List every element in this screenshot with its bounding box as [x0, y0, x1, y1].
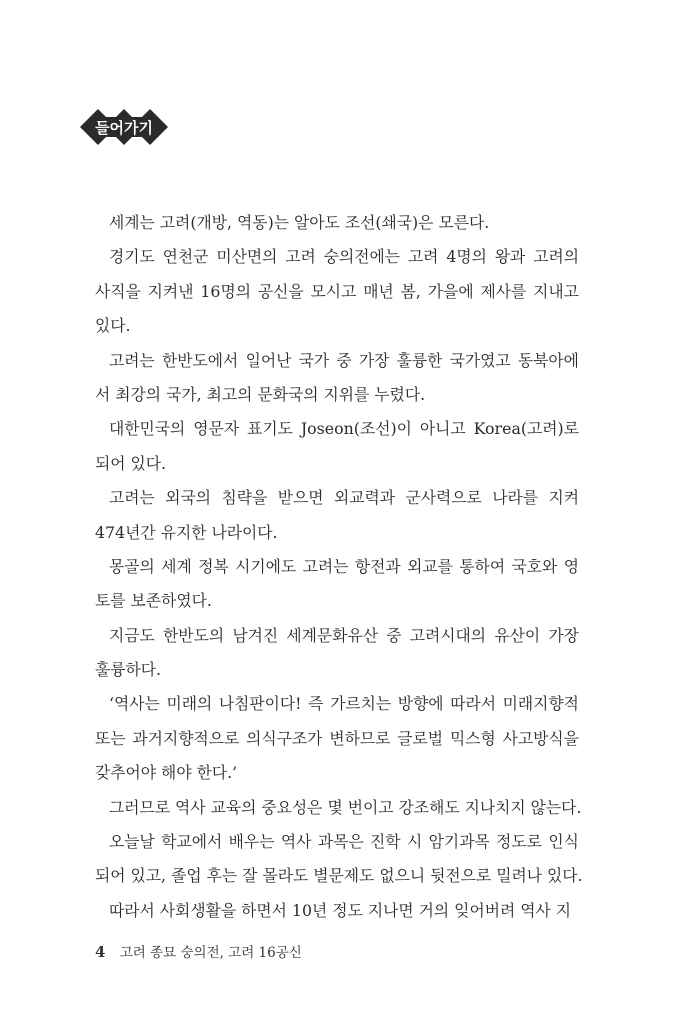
paragraph-line: 대한민국의 영문자 표기도 Joseon(조선)이 아니고 Korea(고려)로 [109, 419, 579, 439]
paragraph-line: 474년간 유지한 나라이다. [95, 522, 278, 542]
paragraph-line: ‘역사는 미래의 나침판이다! 즉 가르치는 방향에 따라서 미래지향적 [109, 694, 579, 714]
paragraph-line: 되어 있다. [95, 453, 167, 473]
paragraph-line: 되어 있고, 졸업 후는 잘 몰라도 별문제도 없으니 뒷전으로 밀려나 있다. [95, 866, 583, 886]
paragraph-line: 토를 보존하였다. [95, 591, 212, 611]
section-title: 들어가기 [95, 118, 153, 137]
paragraph-line: 고려는 한반도에서 일어난 국가 중 가장 훌륭한 국가였고 동북아에 [109, 350, 579, 370]
paragraph-line: 세계는 고려(개방, 역동)는 알아도 조선(쇄국)은 모른다. [109, 213, 490, 232]
section-badge [80, 103, 168, 151]
paragraph-line: 오늘날 학교에서 배우는 역사 과목은 진학 시 암기과목 정도로 인식 [109, 832, 579, 852]
paragraph-line: 서 최강의 국가, 최고의 문화국의 지위를 누렸다. [95, 384, 426, 404]
page-number: 4 [95, 943, 106, 961]
paragraph-line: 따라서 사회생활을 하면서 10년 정도 지나면 거의 잊어버려 역사 지 [109, 900, 572, 920]
paragraph-line: 있다. [95, 316, 131, 336]
paragraph-line: 지금도 한반도의 남겨진 세계문화유산 중 고려시대의 유산이 가장 [109, 625, 579, 645]
paragraph-line: 그러므로 역사 교육의 중요성은 몇 번이고 강조해도 지나치지 않는다. [109, 797, 582, 817]
paragraph-line: 사직을 지켜낸 16명의 공신을 모시고 매년 봄, 가을에 제사를 지내고 [95, 281, 579, 301]
paragraph-line: 훌륭하다. [95, 660, 162, 680]
paragraph-line: 고려는 외국의 침략을 받으면 외교력과 군사력으로 나라를 지켜 [109, 488, 579, 508]
paragraph-line: 몽골의 세계 정복 시기에도 고려는 항전과 외교를 통하여 국호와 영 [109, 556, 579, 576]
paragraph-line: 갖추어야 해야 한다.’ [95, 763, 238, 783]
body-text [95, 206, 583, 928]
running-title: 고려 종묘 숭의전, 고려 16공신 [119, 945, 302, 961]
page-footer [95, 940, 302, 964]
paragraph-line: 경기도 연천군 미산면의 고려 숭의전에는 고려 4명의 왕과 고려의 [109, 247, 579, 267]
paragraph-line: 또는 과거지향적으로 의식구조가 변하므로 글로벌 믹스형 사고방식을 [95, 728, 579, 748]
